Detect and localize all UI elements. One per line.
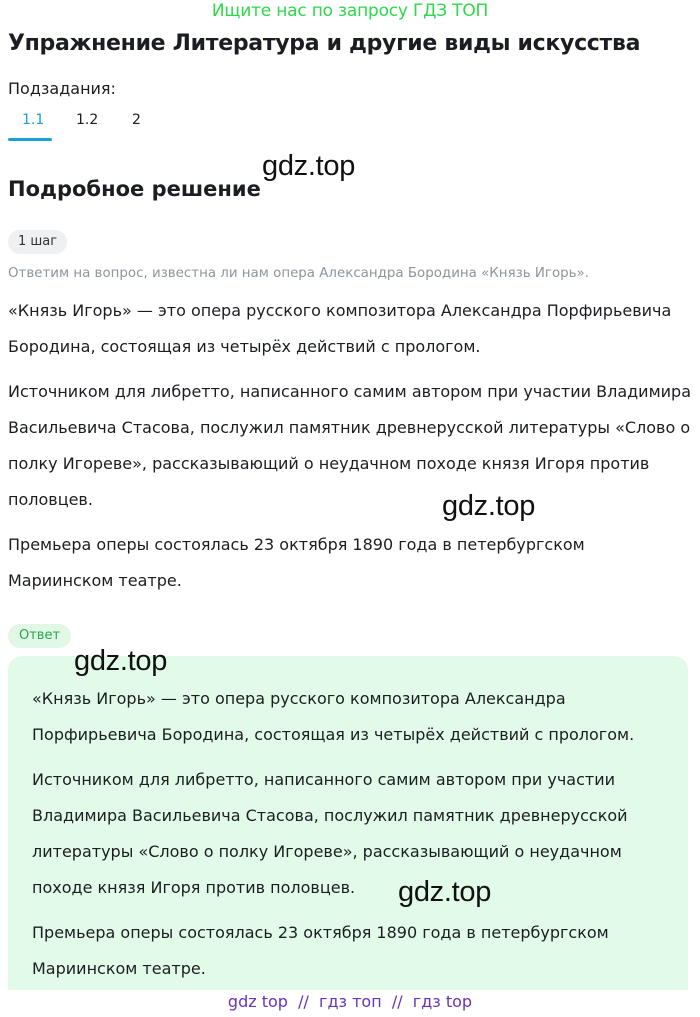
solution-paragraph: Премьера оперы состоялась 23 октября 1890 года в петербургском Мариинском театре. xyxy=(8,535,585,590)
step-hint: Ответим на вопрос, известна ли нам опера Александра Бородина «Князь Игорь». xyxy=(8,266,589,281)
answer-paragraph: «Князь Игорь» — это опера русского композитора Александра Порфирьевича Бородина, состоящая из четырёх действий с прологом. xyxy=(32,689,635,744)
answer-paragraph: Премьера оперы состоялась 23 октября 1890 года в петербургском Мариинском театре. xyxy=(32,923,609,978)
tab-1-2[interactable]: 1.2 xyxy=(76,112,99,128)
subtasks-label: Подзадания: xyxy=(8,79,116,98)
answer-badge: Ответ xyxy=(8,624,71,648)
watermark: gdz.top xyxy=(262,150,356,182)
search-banner: Ищите нас по запросу ГДЗ ТОП xyxy=(211,1,489,21)
tab-2[interactable]: 2 xyxy=(132,112,141,128)
tab-1-1[interactable]: 1.1 xyxy=(22,112,45,128)
solution-title: Подробное решение xyxy=(8,177,261,201)
watermark: gdz.top xyxy=(74,645,168,677)
active-tab-indicator xyxy=(8,138,52,141)
answer-paragraph: Источником для либретто, написанного самим автором при участии Владимира Васильевича Стасова, послужил памятник древнерусской литературы «Слово о полку Игореве», рассказывающий о неудачном походе князя Игоря против половцев. xyxy=(32,770,628,897)
step-badge: 1 шаг xyxy=(8,230,67,254)
watermark: gdz.top xyxy=(398,876,492,908)
answer-box xyxy=(8,656,688,990)
solution-paragraph: «Князь Игорь» — это опера русского композитора Александра Порфирьевича Бородина, состоящая из четырёх действий с прологом. xyxy=(8,301,672,356)
subtask-tabs xyxy=(8,108,148,142)
solution-paragraph: Источником для либретто, написанного самим автором при участии Владимира Васильевича Стасова, послужил памятник древнерусской литературы «Слово о полку Игореве», рассказывающий о неудачном походе князя Игоря против половцев. xyxy=(8,382,692,509)
footer-links: gdz top // гдз топ // гдз top xyxy=(227,992,473,1011)
watermark: gdz.top xyxy=(442,490,536,522)
page-title: Упражнение Литература и другие виды искусства xyxy=(8,31,641,56)
